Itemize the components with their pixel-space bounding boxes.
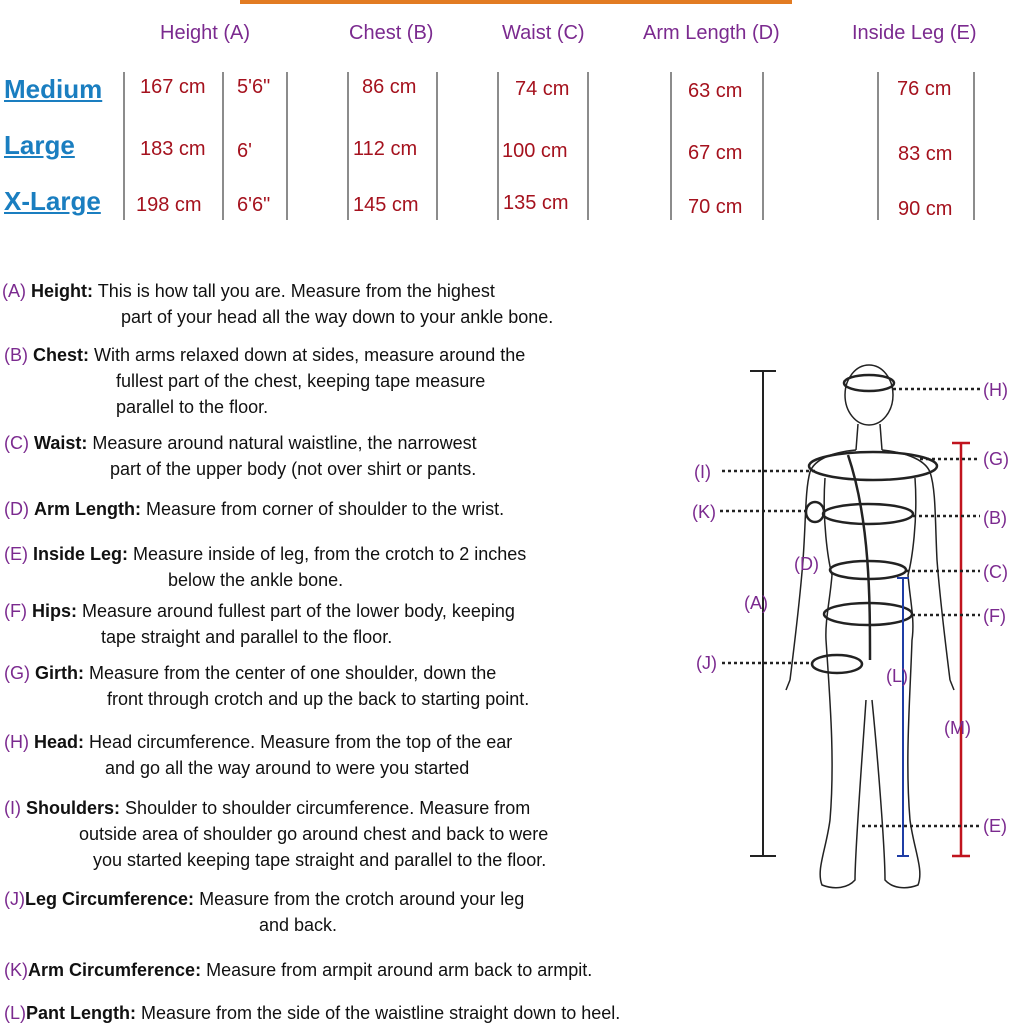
definition-term: Leg Circumference:: [25, 889, 195, 909]
definition-text: Measure inside of leg, from the crotch to 2 inches: [133, 544, 527, 564]
definition-text: Measure from corner of shoulder to the wrist.: [146, 499, 505, 519]
definition-term: Head:: [34, 732, 85, 752]
definition-term: Pant Length:: [26, 1003, 136, 1023]
definition-girth: [4, 660, 530, 709]
definition-text: Measure from armpit around arm back to armpit.: [206, 960, 593, 980]
table-cell-chest: 145 cm: [353, 194, 419, 216]
figure-label-g: (G): [983, 449, 1009, 469]
figure-label-l: (L): [886, 666, 908, 686]
definition-arm-circumference: [4, 957, 592, 983]
table-cell-arm: 70 cm: [688, 196, 743, 218]
column-divider: [973, 72, 975, 220]
definition-pant-length: [4, 1000, 620, 1026]
definition-code: (B): [4, 345, 28, 365]
column-divider: [436, 72, 438, 220]
definition-chest: [4, 342, 526, 417]
definition-term: Inside Leg:: [33, 544, 129, 564]
table-cell-leg: 83 cm: [898, 143, 953, 165]
table-cell-height-cm: 183 cm: [140, 138, 206, 160]
definition-text: parallel to the floor.: [116, 397, 269, 417]
column-divider: [347, 72, 349, 220]
table-cell-height-ft: 5'6": [237, 76, 271, 98]
definition-text: Measure from the center of one shoulder, down the: [89, 663, 497, 683]
figure-label-f: (F): [983, 606, 1006, 626]
column-divider: [762, 72, 764, 220]
definition-text: This is how tall you are. Measure from the highest: [97, 281, 495, 301]
figure-label-h: (H): [983, 380, 1008, 400]
definition-code: (G): [4, 663, 30, 683]
definition-code: (F): [4, 601, 27, 621]
definition-text: Head circumference. Measure from the top of the ear: [89, 732, 513, 752]
definition-text: part of the upper body (not over shirt or pants.: [110, 459, 477, 479]
figure-label-e: (E): [983, 816, 1007, 836]
definition-text: and back.: [259, 915, 338, 935]
definition-text: part of your head all the way down to your ankle bone.: [121, 307, 554, 327]
size-link-x-large[interactable]: X-Large: [4, 186, 101, 216]
definition-height: [2, 278, 554, 327]
figure-label-i: (I): [694, 462, 711, 482]
column-divider: [222, 72, 224, 220]
height-bar: [750, 371, 776, 856]
column-divider: [670, 72, 672, 220]
definition-text: With arms relaxed down at sides, measure around the: [94, 345, 526, 365]
definition-code: (E): [4, 544, 28, 564]
definition-leg-circumference: [4, 886, 525, 935]
body-measurement-figure: [690, 360, 1020, 900]
table-cell-height-ft: 6'6": [237, 194, 271, 216]
definition-text: front through crotch and up the back to starting point.: [107, 689, 530, 709]
figure-label-k: (K): [692, 502, 716, 522]
figure-label-d: (D): [794, 554, 819, 574]
header-inside-leg: Inside Leg (E): [852, 22, 977, 44]
definition-code: (K): [4, 960, 28, 980]
column-divider: [123, 72, 125, 220]
definition-text: Measure from the side of the waistline straight down to heel.: [141, 1003, 621, 1023]
table-cell-waist: 100 cm: [502, 140, 568, 162]
definition-code: (L): [4, 1003, 26, 1023]
figure-label-m: (M): [944, 718, 971, 738]
table-cell-chest: 112 cm: [353, 138, 418, 160]
definition-code: (A): [2, 281, 26, 301]
definition-text: outside area of shoulder go around chest and back to were: [79, 824, 549, 844]
figure-label-a: (A): [744, 593, 768, 613]
table-cell-arm: 67 cm: [688, 142, 743, 164]
header-chest: Chest (B): [349, 22, 434, 44]
definition-head: [4, 729, 513, 778]
definition-code: (H): [4, 732, 29, 752]
header-waist: Waist (C): [502, 22, 585, 44]
definition-code: (J): [4, 889, 25, 909]
table-cell-height-cm: 167 cm: [140, 76, 206, 98]
column-divider: [497, 72, 499, 220]
figure-label-j: (J): [696, 653, 717, 673]
definition-term: Shoulders:: [26, 798, 121, 818]
definition-text: fullest part of the chest, keeping tape measure: [116, 371, 486, 391]
girth-strap: [848, 455, 870, 660]
definition-text: you started keeping tape straight and parallel to the floor.: [93, 850, 547, 870]
definition-text: and go all the way around to were you started: [105, 758, 470, 778]
definition-code: (C): [4, 433, 29, 453]
definition-shoulders: [4, 795, 549, 870]
definition-term: Height:: [31, 281, 94, 301]
table-cell-waist: 135 cm: [503, 192, 569, 214]
definition-code: (D): [4, 499, 29, 519]
definition-text: below the ankle bone.: [168, 570, 344, 590]
definition-text: tape straight and parallel to the floor.: [101, 627, 393, 647]
table-cell-waist: 74 cm: [515, 78, 570, 100]
size-link-medium[interactable]: Medium: [4, 74, 103, 104]
table-cell-leg: 76 cm: [897, 78, 952, 100]
girth-bar: [952, 443, 970, 856]
column-divider: [286, 72, 288, 220]
header-height: Height (A): [160, 22, 251, 44]
header-arm-length: Arm Length (D): [643, 22, 780, 44]
definition-inside-leg: [4, 541, 527, 590]
table-cell-height-ft: 6': [237, 140, 252, 162]
definition-text: Measure around natural waistline, the narrowest: [92, 433, 477, 453]
definition-term: Arm Length:: [34, 499, 142, 519]
column-divider: [877, 72, 879, 220]
definition-code: (I): [4, 798, 21, 818]
definition-term: Waist:: [34, 433, 88, 453]
table-cell-height-cm: 198 cm: [136, 194, 202, 216]
definition-text: Measure from the crotch around your leg: [199, 889, 525, 909]
table-cell-leg: 90 cm: [898, 198, 953, 220]
figure-label-c: (C): [983, 562, 1008, 582]
figure-label-b: (B): [983, 508, 1007, 528]
definition-term: Girth:: [35, 663, 85, 683]
definition-text: Measure around fullest part of the lower body, keeping: [82, 601, 515, 621]
definition-arm-length: [4, 496, 504, 522]
definition-term: Hips:: [32, 601, 77, 621]
definition-waist: [4, 430, 477, 479]
definition-term: Arm Circumference:: [28, 960, 202, 980]
column-divider: [587, 72, 589, 220]
table-cell-chest: 86 cm: [362, 76, 417, 98]
definition-hips: [4, 598, 515, 647]
size-link-large[interactable]: Large: [4, 130, 75, 160]
definition-term: Chest:: [33, 345, 90, 365]
definition-text: Shoulder to shoulder circumference. Measure from: [125, 798, 531, 818]
table-cell-arm: 63 cm: [688, 80, 743, 102]
orange-top-bar: [240, 0, 792, 4]
